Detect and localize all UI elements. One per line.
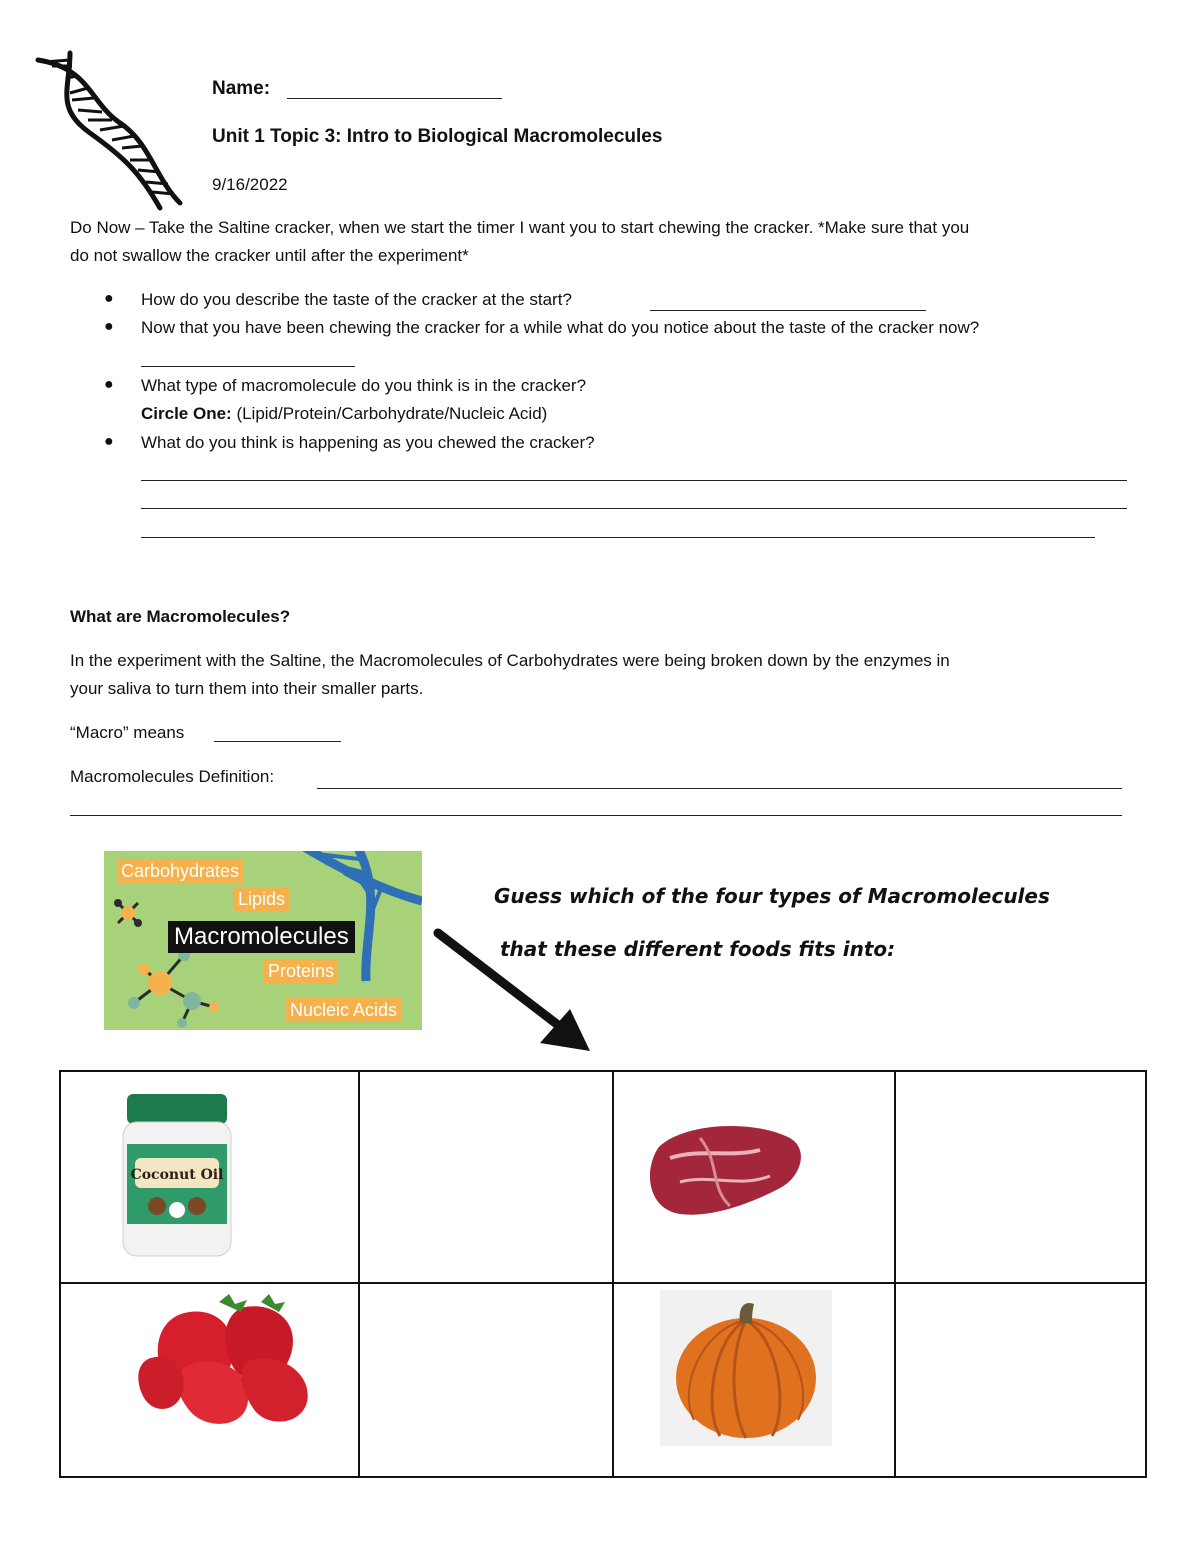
cell-coconut-oil [60,1071,359,1283]
do-now-line-2: do not swallow the cracker until after the experiment* [70,246,469,265]
do-now-line-1: Do Now – Take the Saltine cracker, when we start the timer I want you to start chewing the cracker. *Make sure that you [70,218,970,237]
tag-nucleic-acids: Nucleic Acids [286,998,401,1022]
definition-label: Macromolecules Definition: [70,767,275,786]
cell-answer-2[interactable] [895,1071,1146,1283]
answer-1-line[interactable] [650,310,926,311]
question-1: How do you describe the taste of the cracker at the start? [141,290,572,309]
dna-helix-icon [30,48,200,213]
bullet-dot-icon: ● [104,433,114,450]
strawberries-icon [131,1294,321,1428]
circle-one-row [141,400,547,428]
name-field[interactable] [287,98,502,99]
cell-strawberries [60,1283,359,1477]
tag-macromolecules: Macromolecules [168,921,355,953]
arrow-down-right-icon [430,925,600,1055]
answer-4-line-3[interactable] [141,537,1095,538]
date-text: 9/16/2022 [212,175,288,194]
tag-proteins: Proteins [264,959,338,983]
macro-means-line[interactable] [214,741,341,742]
paragraph-line-2: your saliva to turn them into their smaller parts. [70,679,424,698]
foods-table [59,1070,1147,1478]
circle-one-options[interactable]: (Lipid/Protein/Carbohydrate/Nucleic Acid) [236,404,548,423]
cell-answer-3[interactable] [359,1283,613,1477]
page-title: Unit 1 Topic 3: Intro to Biological Macromolecules [212,126,663,147]
name-label: Name: [212,78,271,99]
paragraph-line-1: In the experiment with the Saltine, the Macromolecules of Carbohydrates were being broken down by the enzymes in [70,651,950,670]
bullet-dot-icon: ● [104,318,114,335]
answer-2-line[interactable] [141,366,355,367]
pumpkin-icon [660,1290,832,1446]
question-2: Now that you have been chewing the cracker for a while what do you notice about the taste of the cracker now? [141,318,980,337]
cell-answer-4[interactable] [895,1283,1146,1477]
guess-line-1: Guess which of the four types of Macromolecules [494,884,1050,908]
coconut-oil-label: Coconut Oil [130,1167,224,1183]
tag-lipids: Lipids [234,887,289,911]
definition-line-2[interactable] [70,815,1122,816]
question-3: What type of macromolecule do you think is in the cracker? [141,376,587,395]
answer-4-line-2[interactable] [141,508,1127,509]
macro-means-label: “Macro” means [70,723,185,742]
tag-carbohydrates: Carbohydrates [117,859,243,883]
section-heading: What are Macromolecules? [70,607,291,626]
steak-icon [640,1118,810,1222]
cell-answer-1[interactable] [359,1071,613,1283]
bullet-dot-icon: ● [104,290,114,307]
guess-line-2: that these different foods fits into: [500,937,896,961]
macromolecules-banner [104,851,422,1030]
question-4: What do you think is happening as you chewed the cracker? [141,433,595,452]
cell-pumpkin [613,1283,895,1477]
circle-one-label: Circle One: [141,404,232,423]
cell-steak [613,1071,895,1283]
definition-line-1[interactable] [317,788,1122,789]
bullet-dot-icon: ● [104,376,114,393]
answer-4-line-1[interactable] [141,480,1127,481]
coconut-oil-jar-icon [117,1092,237,1258]
